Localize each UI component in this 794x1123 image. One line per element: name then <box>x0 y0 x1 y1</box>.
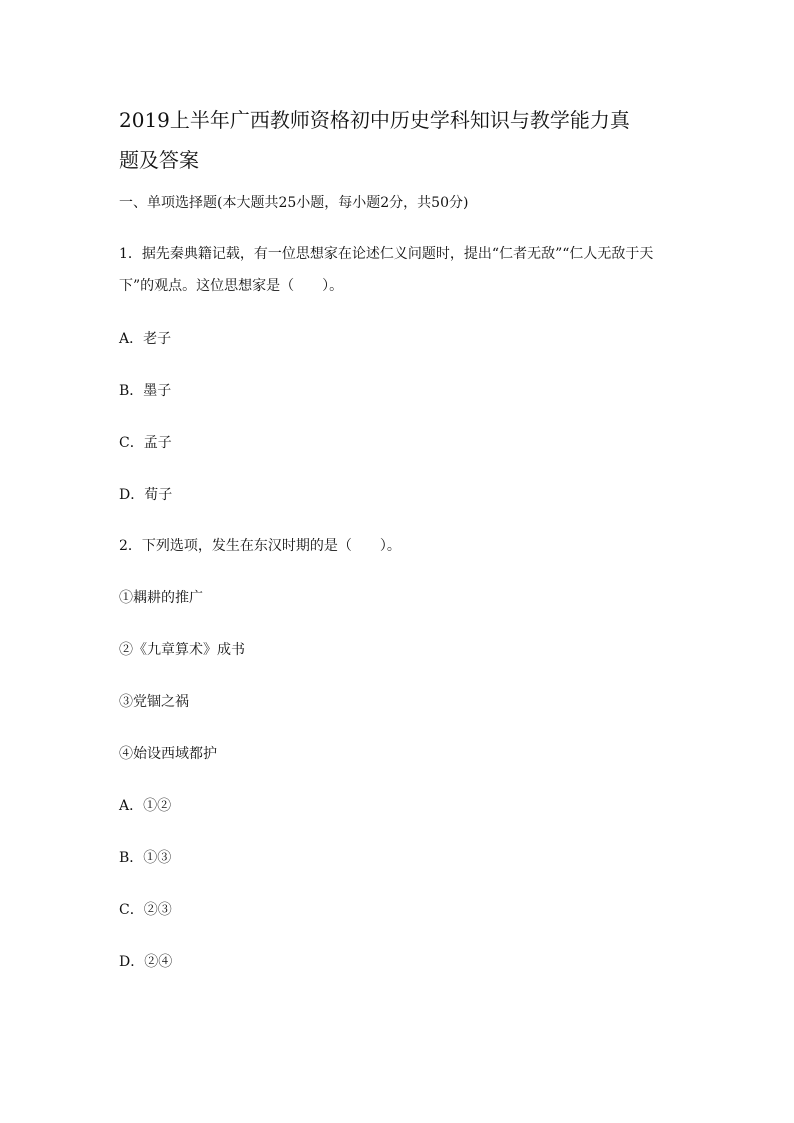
question-2-option-b: B．①③ <box>119 850 172 866</box>
question-2-statement-2: ②《九章算术》成书 <box>119 642 245 658</box>
document-title-line-2: 题及答案 <box>119 148 199 172</box>
section-heading: 一、单项选择题(本大题共25小题，每小题2分，共50分) <box>119 195 469 211</box>
question-1-stem-line-2: 下”的观点。这位思想家是（ ）。 <box>119 278 344 294</box>
question-2-stem: 2．下列选项，发生在东汉时期的是（ ）。 <box>119 538 401 554</box>
question-1-option-a: A．老子 <box>119 331 172 347</box>
question-2-statement-1: ①耦耕的推广 <box>119 590 203 606</box>
question-2-option-d: D．②④ <box>119 954 173 970</box>
question-1-stem-line-1: 1．据先秦典籍记载，有一位思想家在论述仁义问题时，提出“仁者无敌”“仁人无敌于天 <box>119 246 654 262</box>
question-2-option-a: A．①② <box>119 798 172 814</box>
question-1-option-d: D．荀子 <box>119 487 173 503</box>
question-2-statement-3: ③党锢之祸 <box>119 694 189 710</box>
question-1-option-b: B．墨子 <box>119 383 172 399</box>
question-2-statement-4: ④始设西域都护 <box>119 746 217 762</box>
question-2-option-c: C．②③ <box>119 902 172 918</box>
document-title-line-1: 2019上半年广西教师资格初中历史学科知识与教学能力真 <box>119 108 630 132</box>
question-1-option-c: C．孟子 <box>119 435 172 451</box>
